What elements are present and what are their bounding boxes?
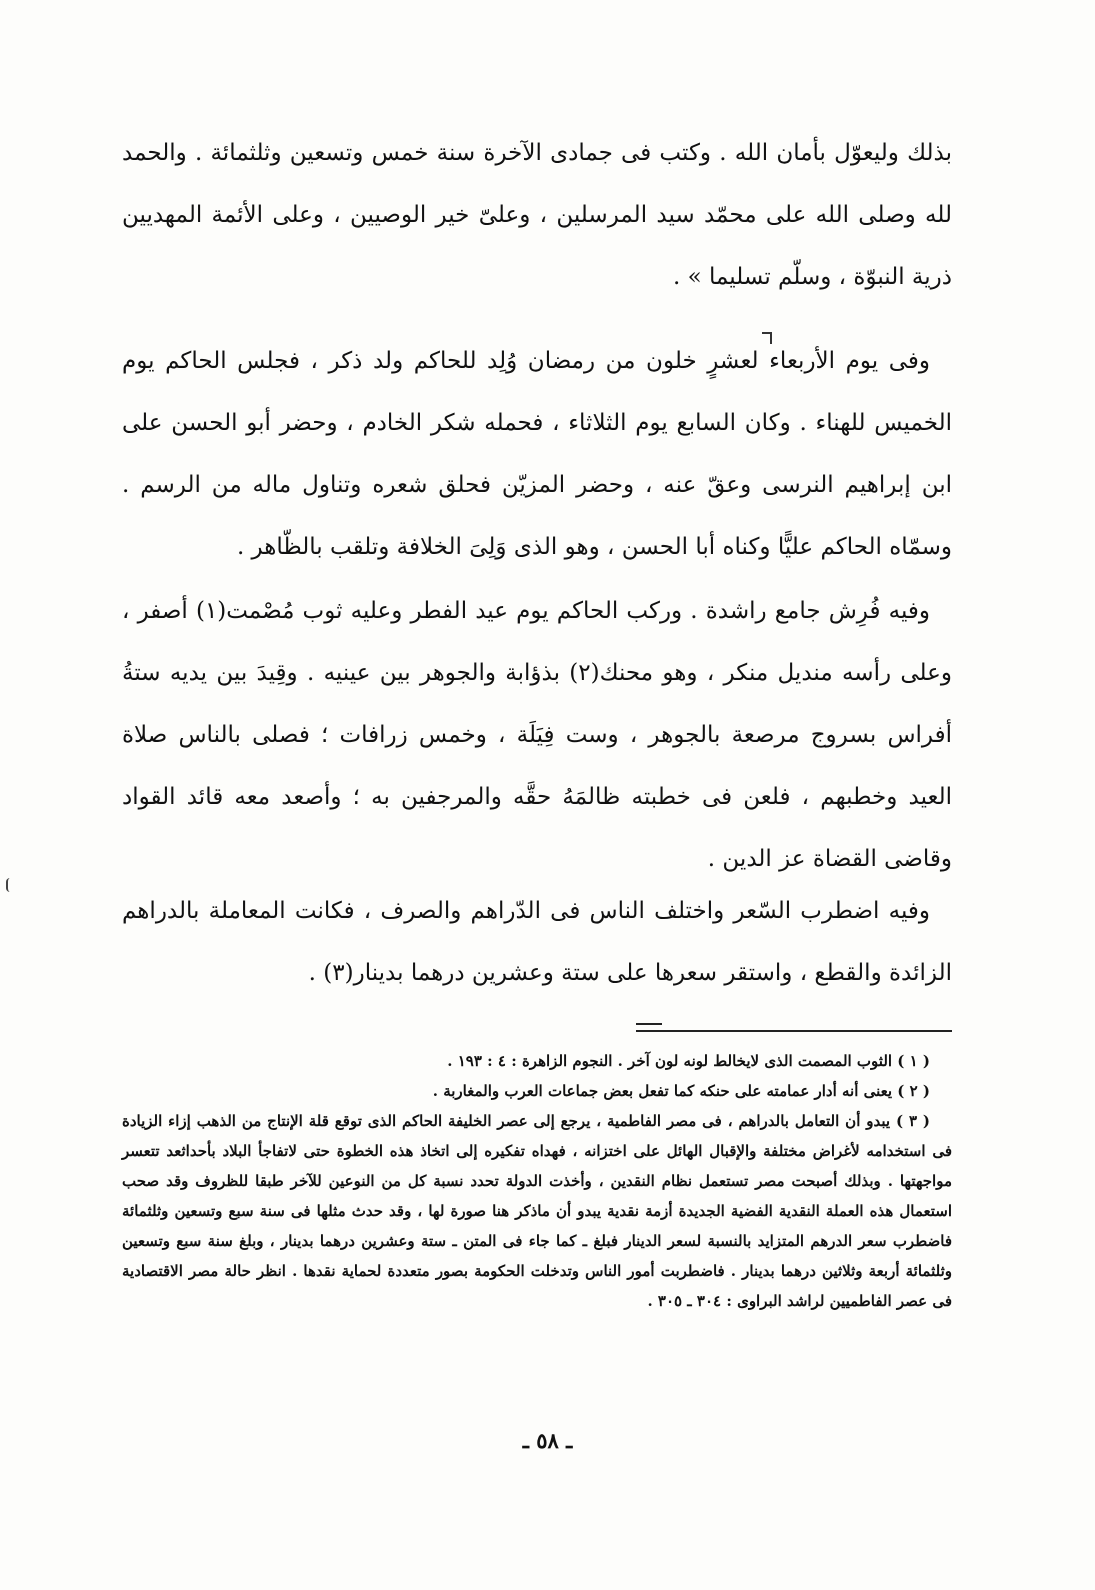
footnote-rule-accent [636,1023,662,1025]
paragraph-text: وفى يوم الأربعاء لعشرٍ خلون من رمضان وُلِد للحاكم ولد ذكر ، فجلس الحاكم يوم الخميس للهناء . وكان السابع يوم الثلاثاء ، فحمله شكر الخادم ، وحضر أبو الحسن على ابن إبراهيم النرسى وعقّ عنه ، وحضر المزيّن فحلق شعره وتناول ماله من الرسم . وسمّاه الحاكم عليًّا وكناه أبا الحسن ، وهو الذى وَلِىَ الخلافة وتلقب بالظّاهر . [122,348,952,560]
page-number: ـ ٥٨ ـ [522,1428,573,1453]
main-paragraph-2 [122,330,952,578]
margin-mark [6,878,14,892]
footnote-3: ( ٣ ) يبدو أن التعامل بالدراهم ، فى مصر الفاطمية ، يرجع إلى عصر الخليفة الحاكم الذى توقع قلة الإنتاج من الذهب إزاء الزيادة فى استخدامه لأغراض مختلفة والإقبال الهائل على اختزانه ، فهداه تفكيره إلى اتخاذ هذه الخطوة حتى لاتفاجأ البلاد بأحداثعد تتعسر مواجهتها . وبذلك أصبحت مصر تستعمل نظام النقدين ، وأخذت الدولة تحدد نسبة كل من النوعين للآخر طبقا للظروف وقد صحب استعمال هذه العملة النقدية الفضية الجديدة أزمة نقدية يبدو أن ماذكر هنا صورة لها ، وقد حدث مثلها فى سنة سبع وتسعين وثلثمائة فاضطرب سعر الدرهم المتزايد بالنسبة لسعر الدينار فبلغ ـ كما جاء فى المتن ـ ستة وعشرين درهما بدينار ، وبلغ سنة سبع وتسعين وثلثمائة أربعة وثلاثين درهما بدينار . فاضطربت أمور الناس وتدخلت الحكومة بصور متعددة لحماية نقدها . انظر حالة مصر الاقتصادية فى عصر الفاطميين لراشد البراوى : ٣٠٤ ـ ٣٠٥ . [122,1112,952,1310]
paragraph-text: وفيه فُرِش جامع راشدة . وركب الحاكم يوم عيد الفطر وعليه ثوب مُصْمت(١) أصفر ، وعلى رأسه منديل منكر ، وهو محنك(٢) بذؤابة والجوهر بين عينيه . وقِيدَ بين يديه ستةُ أفراس بسروج مرصعة بالجوهر ، وست فِيَلَة ، وخمس زرافات ؛ فصلى بالناس صلاة العيد وخطبهم ، فلعن فى خطبته ظالمَهُ حقَّه والمرجفين به ؛ وأصعد معه قائد القواد وقاضى القضاة عز الدين . [122,598,952,872]
footnotes-section [122,1046,952,1316]
main-paragraph-4 [122,880,952,1004]
paragraph-text: بذلك وليعوّل بأمان الله . وكتب فى جمادى الآخرة سنة خمس وتسعين وثلثمائة . والحمد لله وصلى الله على محمّد سيد المرسلين ، وعلىّ خير الوصيين ، وعلى الأئمة المهديين ذرية النبوّة ، وسلّم تسليما » . [122,140,952,290]
main-paragraph-3 [122,580,952,890]
main-paragraph-1 [122,122,952,308]
footnote-2: ( ٢ ) يعنى أنه أدار عمامته على حنكه كما تفعل بعض جماعات العرب والمغاربة . [432,1082,930,1100]
footnote-1: ( ١ ) الثوب المصمت الذى لايخالط لونه لون آخر . النجوم الزاهرة : ٤ : ١٩٣ . [447,1052,930,1070]
footnote-separator [636,1030,952,1032]
paragraph-text: وفيه اضطرب السّعر واختلف الناس فى الدّراهم والصرف ، فكانت المعاملة بالدراهم الزائدة والقطع ، واستقر سعرها على ستة وعشرين درهما بدينار(٣) . [122,898,952,986]
